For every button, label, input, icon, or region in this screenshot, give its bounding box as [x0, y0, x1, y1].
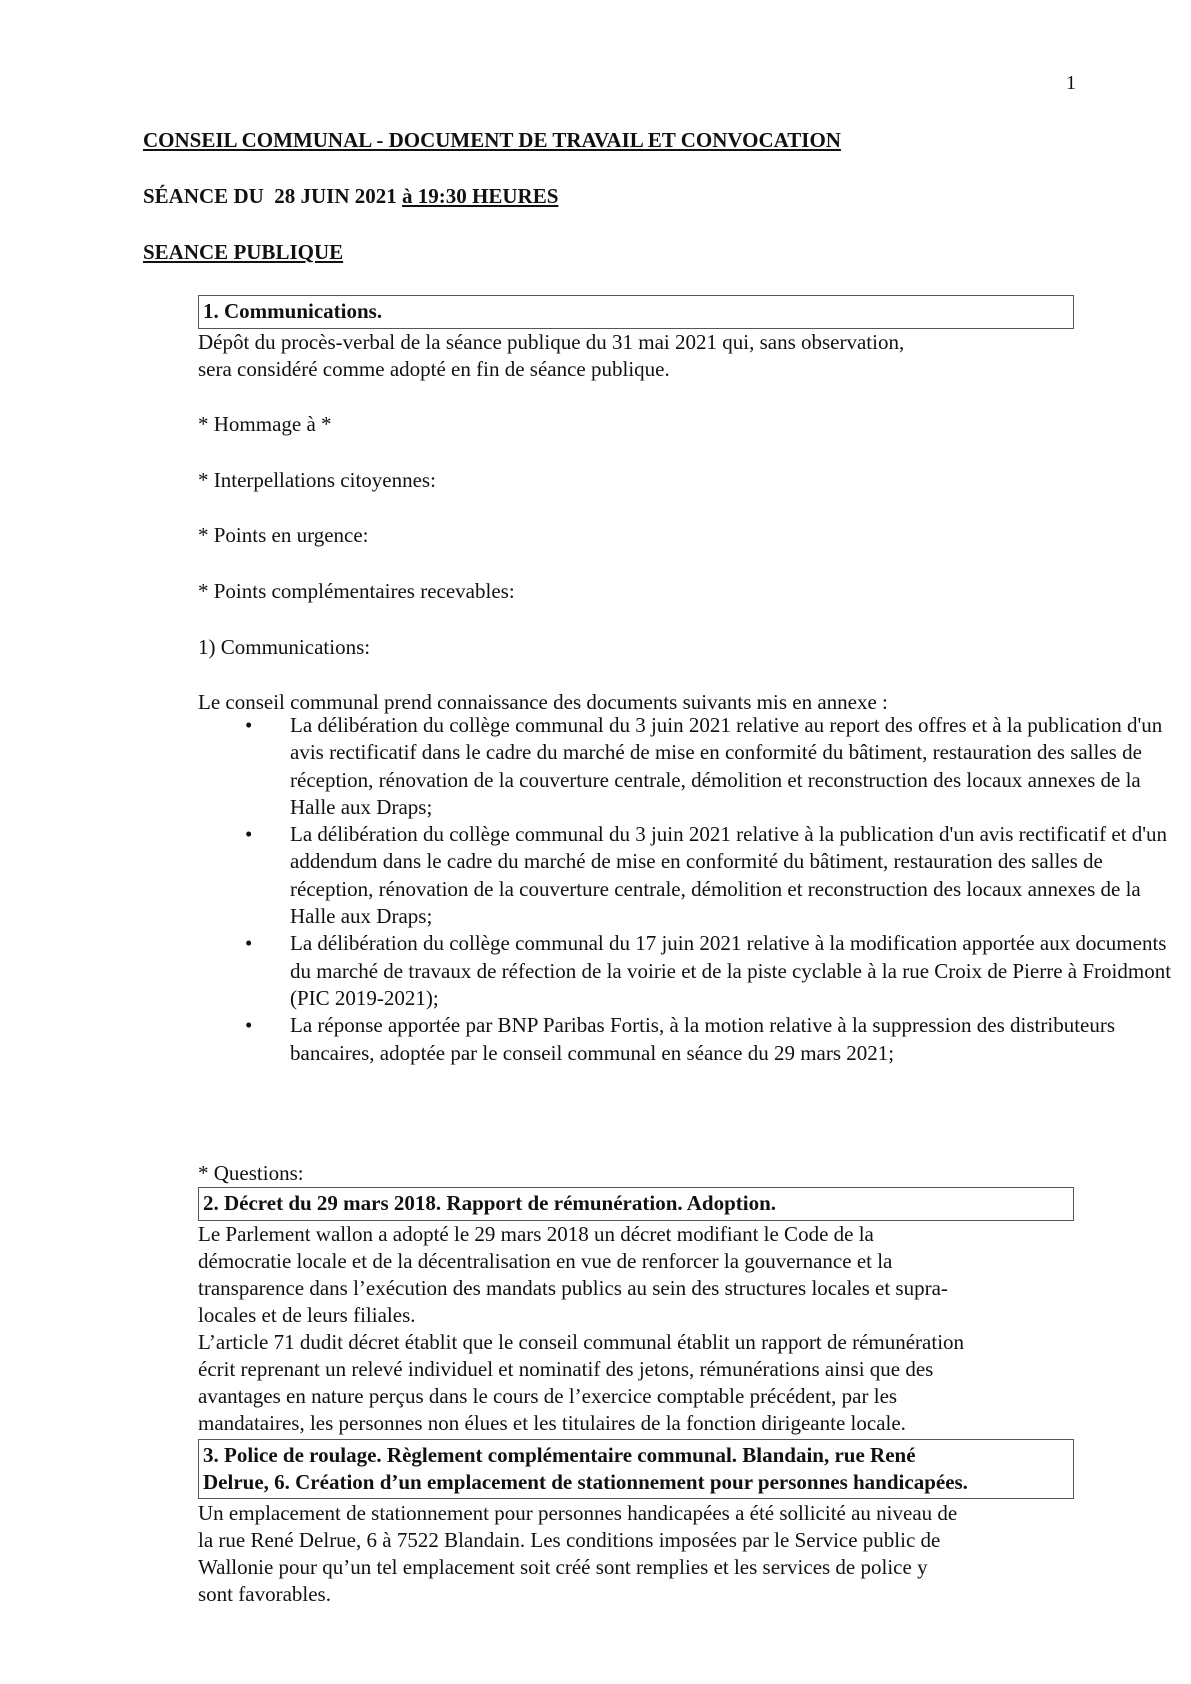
- item-3-title-line-1: 3. Police de roulage. Règlement complémentaire communal. Blandain, rue René: [203, 1443, 916, 1467]
- item-2-line: transparence dans l’exécution des mandats publics au sein des structures locales et supra-: [198, 1276, 948, 1300]
- section-heading: SEANCE PUBLIQUE: [143, 240, 344, 264]
- item-3-line: Un emplacement de stationnement pour personnes handicapées a été sollicité au niveau de: [198, 1501, 958, 1525]
- urgence-line: * Points en urgence:: [198, 523, 369, 547]
- item-2-line: locales et de leurs filiales.: [198, 1303, 416, 1327]
- annex-item: • La délibération du collège communal du 17 juin 2021 relative à la modification apportée aux documents du marché de travaux de réfection de la voirie et de la piste cyclable à la rue Croix de Pierre à Froidmont (PIC 2019-2021);: [290, 930, 1174, 1012]
- item-2-line: Le Parlement wallon a adopté le 29 mars 2018 un décret modifiant le Code de la: [198, 1222, 874, 1246]
- annex-list: [198, 712, 1174, 1067]
- document-title: CONSEIL COMMUNAL - DOCUMENT DE TRAVAIL ET CONVOCATION: [143, 128, 841, 152]
- interpellations-line: * Interpellations citoyennes:: [198, 468, 436, 492]
- item-3-line: sont favorables.: [198, 1582, 331, 1606]
- annex-item: • La délibération du collège communal du 3 juin 2021 relative au report des offres et à la publication d'un avis rectificatif dans le cadre du marché de mise en conformité du bâtiment, restauration des salles de réception, rénovation de la couverture centrale, démolition et reconstruction des locaux annexes de la Halle aux Draps;: [290, 712, 1174, 821]
- item-3-title: [198, 1439, 1074, 1499]
- item-1-intro-line-2: sera considéré comme adopté en fin de séance publique.: [198, 357, 670, 381]
- item-3-line: Wallonie pour qu’un tel emplacement soit créé sont remplies et les services de police y: [198, 1555, 928, 1579]
- item-1-intro-line-1: Dépôt du procès-verbal de la séance publique du 31 mai 2021 qui, sans observation,: [198, 330, 905, 354]
- page-number: 1: [1066, 72, 1076, 94]
- session-date-prefix: SÉANCE DU 28 JUIN 2021: [143, 184, 403, 208]
- session-date: [143, 184, 558, 209]
- annex-intro: Le conseil communal prend connaissance des documents suivants mis en annexe :: [198, 690, 888, 714]
- item-2-line: L’article 71 dudit décret établit que le conseil communal établit un rapport de rémunération: [198, 1330, 965, 1354]
- questions-line: * Questions:: [198, 1161, 304, 1185]
- annex-item: • La réponse apportée par BNP Paribas Fortis, à la motion relative à la suppression des distributeurs bancaires, adoptée par le conseil communal en séance du 29 mars 2021;: [290, 1012, 1174, 1067]
- annex-item: • La délibération du collège communal du 3 juin 2021 relative à la publication d'un avis rectificatif et d'un addendum dans le cadre du marché de mise en conformité du bâtiment, restauration des salles de réception, rénovation de la couverture centrale, démolition et reconstruction des locaux annexes de la Halle aux Draps;: [290, 821, 1174, 930]
- item-2-line: avantages en nature perçus dans le cours de l’exercice comptable précédent, par les: [198, 1384, 898, 1408]
- complementaires-line: * Points complémentaires recevables:: [198, 579, 515, 603]
- item-3-line: la rue René Delrue, 6 à 7522 Blandain. Les conditions imposées par le Service public de: [198, 1528, 941, 1552]
- item-2-line: mandataires, les personnes non élues et les titulaires de la fonction dirigeante locale.: [198, 1411, 906, 1435]
- communications-label: 1) Communications:: [198, 635, 371, 659]
- item-2-title: 2. Décret du 29 mars 2018. Rapport de rémunération. Adoption.: [198, 1187, 1074, 1221]
- item-2-line: écrit reprenant un relevé individuel et nominatif des jetons, rémunérations ainsi que des: [198, 1357, 934, 1381]
- session-time: à 19:30 HEURES: [402, 184, 559, 208]
- item-2-line: démocratie locale et de la décentralisation en vue de renforcer la gouvernance et la: [198, 1249, 893, 1273]
- item-3-title-line-2: Delrue, 6. Création d’un emplacement de stationnement pour personnes handicapées.: [203, 1470, 968, 1494]
- hommage-line: * Hommage à *: [198, 412, 332, 436]
- item-1-title: 1. Communications.: [198, 295, 1074, 329]
